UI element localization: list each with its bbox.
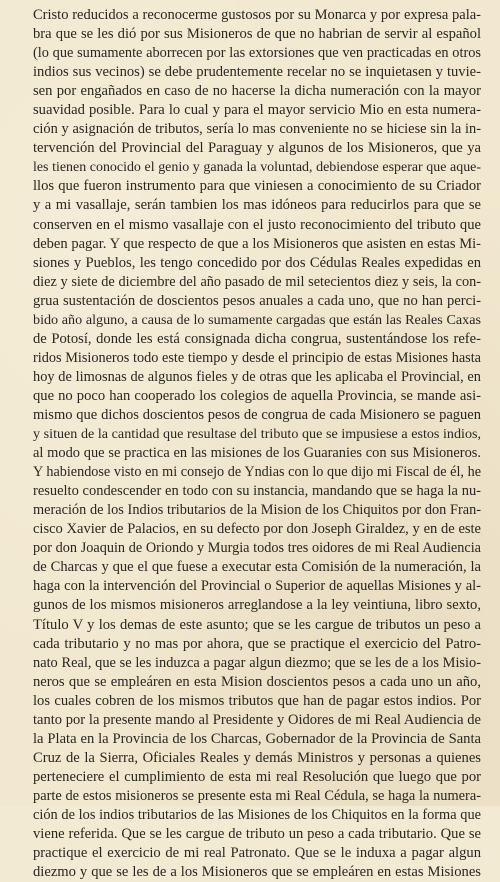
text-line: suavidad posible. Para lo cual y para el mayor servicio Mio en esta numera- — [33, 102, 481, 119]
text-line: llos que fueron instrumento para que viniesen a conocimiento de su Criador — [33, 178, 481, 195]
text-line: meración de los Indios tributarios de la Mision de los Chiquitos por don Fran- — [33, 502, 481, 519]
text-line: indios sus vecinos) se debe prudentemente recelar no se inquietasen y tuvie- — [33, 64, 481, 81]
text-line: grua sustentación de doscientos pesos anuales a cada uno, que no han perci- — [33, 292, 481, 309]
text-line: por don Joaquin de Oriondo y Murgia todos tres oidores de mi Real Audiencia — [33, 540, 481, 557]
text-line: diezmo y que se les de a los Misioneros que se empleáren en estas Misiones — [33, 864, 481, 881]
text-line: Cruz de la Sierra, Oficiales Reales y demás Ministros y personas a quienes — [33, 749, 481, 766]
text-line: nato Real, que se les induzca a pagar algun diezmo; que se les de a los Misio- — [33, 654, 481, 671]
text-line: siones y Pueblos, les tengo concedido por dos Cédulas Reales expedidas en — [33, 254, 481, 271]
text-line: tervención del Provincial del Paraguay y algunos de los Misioneros, que ya — [33, 140, 481, 157]
text-line: tanto por la presente mando al Presidente y Oidores de mi Real Audiencia de — [33, 711, 481, 728]
text-line: mismo que dichos doscientos pesos de congrua de cada Misionero se paguen — [33, 406, 481, 423]
text-line: ción y asignación de tributos, sería lo mas conveniente no se hiciese sin la in- — [33, 121, 481, 138]
text-line: cisco Xavier de Palacios, en su defecto por don Joseph Giraldez, y en de este — [33, 521, 481, 538]
text-line: los cuales cobren de los mismos tributos que han de pagar estos indios. Por — [33, 692, 481, 709]
text-line: ción de los indios tributarios de las Misiones de los Chiquitos en la forma que — [33, 806, 481, 823]
text-line: perteneciere el cumplimiento de esta mi real Resolución que luego que por — [33, 768, 481, 785]
text-line: de Potosí, donde les está consignada dicha congrua, sustentándose los refe- — [33, 330, 481, 347]
text-line: al modo que se practica en las misiones de los Guaranies con sus Misioneros. — [33, 445, 481, 462]
text-line: Y habiendose visto en mi consejo de Yndias con lo que dijo mi Fiscal de él, he — [33, 464, 481, 481]
text-line: bra que se les dió por sus Misioneros de que no habrian de servir al español — [33, 26, 481, 43]
text-line: viene referida. Que se les cargue de tributo un peso a cada tributario. Que se — [33, 826, 481, 843]
text-line: de Charcas y que el que fuese a executar esta Comisión de la numeración, la — [33, 559, 481, 576]
text-line: Cristo reducidos a reconocerme gustosos por su Monarca y por expresa pala- — [33, 7, 481, 23]
text-line: haga con la intervención del Provincial o Superior de aquellas Misiones y al- — [33, 578, 481, 595]
text-line: que no poco han cooperado los colegios de aquella Provincia, se mande asi- — [33, 387, 481, 404]
text-line: bido año alguno, a causa de lo sumamente cargadas que están las Reales Caxas — [33, 311, 481, 328]
body-text — [33, 6, 481, 882]
text-line: cada tributario y no mas por ahora, que se practique el exercicio del Patro- — [33, 635, 481, 652]
text-line: practique el exercicio de mi real Patronato. Que se le induxa a pagar algun — [33, 845, 481, 862]
text-line: parte de estos misioneros se presente esta mi Real Cédula, se haga la numera- — [33, 787, 481, 804]
text-line: Título V y los demas de este asunto; que se les cargue de tributos un peso a — [33, 616, 481, 633]
text-line: la Plata en la Provincia de los Charcas, Gobernador de la Provincia de Santa — [33, 730, 481, 747]
text-line: gunos de los mismos misioneros arreglandose a la ley veintiuna, libro sexto, — [33, 597, 481, 614]
text-line: y situen de la cantidad que resultase del tributo que se impusiese a estos indios, — [33, 426, 481, 443]
text-line: deben pagar. Y que respecto de que a los Misioneros que asisten en estas Mi- — [33, 235, 481, 252]
text-line: diez y siete de diciembre del año pasado de mil setecientos diez y seis, la con- — [33, 273, 481, 290]
text-line: conserven en el mismo vasallaje con el justo reconocimiento del tributo que — [33, 216, 481, 233]
text-line: resuelto condescender en todo con su instancia, mandando que se haga la nu- — [33, 483, 481, 500]
text-line: (lo que sumamente aborrecen por las extorsiones que ven practicadas en otros — [33, 45, 481, 62]
text-line: sen por engañados en caso de no hacerse la dicha numeración con la mayor — [33, 83, 481, 100]
text-line: ridos Misioneros todo este tiempo y desde el principio de estas Misiones hasta — [33, 349, 481, 366]
text-line: hoy de limosnas de algunos fieles y de otras que les aplicaba el Provincial, en — [33, 368, 481, 385]
text-line: y a mi vasallaje, serán tambien los mas idóneos para reducirlos para que se — [33, 197, 481, 214]
text-line: les tienen conocido el genio y ganada la voluntad, debiendose esperar que aque- — [33, 160, 481, 176]
text-line: neros que se empleáren en esta Mision doscientos pesos a cada uno un año, — [33, 673, 481, 690]
